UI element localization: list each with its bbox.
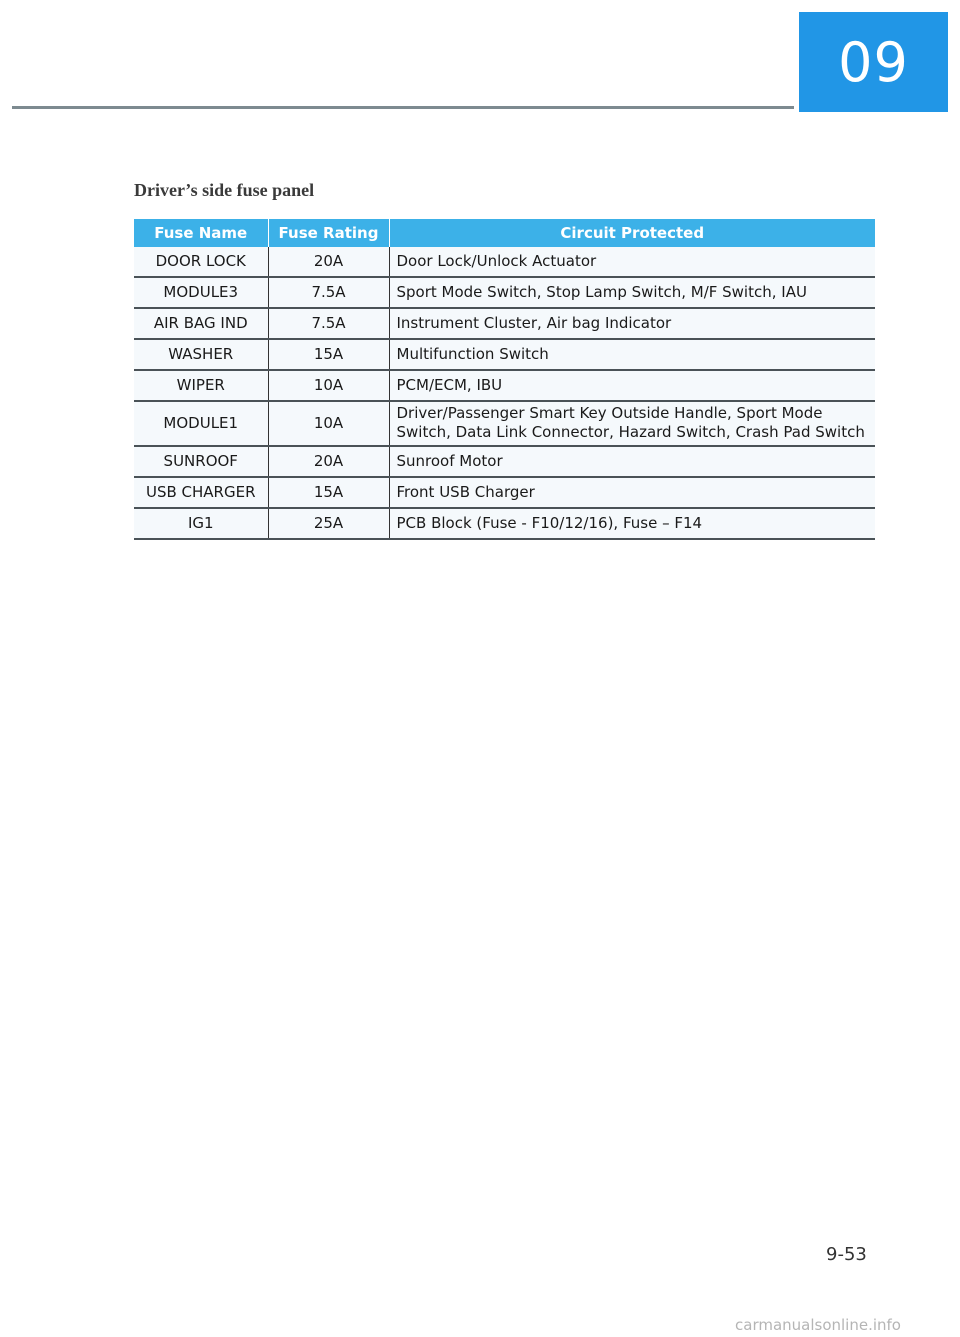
- fuse-rating-cell: 7.5A: [268, 308, 389, 339]
- fuse-name-cell: SUNROOF: [134, 446, 268, 477]
- table-row: [134, 277, 875, 308]
- table-row: [134, 247, 875, 277]
- fuse-rating-cell: 15A: [268, 477, 389, 508]
- header-fuse-rating: Fuse Rating: [268, 219, 389, 247]
- page-number: 9-53: [826, 1244, 867, 1265]
- fuse-name-cell: DOOR LOCK: [134, 247, 268, 277]
- header-circuit-protected: Circuit Protected: [389, 219, 875, 247]
- table-row: [134, 339, 875, 370]
- chapter-number: 09: [838, 30, 909, 94]
- section-title: Driver’s side fuse panel: [134, 180, 315, 200]
- table-row: [134, 508, 875, 539]
- fuse-rating-cell: 7.5A: [268, 277, 389, 308]
- table-row: [134, 446, 875, 477]
- fuse-name-cell: MODULE3: [134, 277, 268, 308]
- fuse-name-cell: IG1: [134, 508, 268, 539]
- chapter-tab: [799, 12, 948, 112]
- fuse-rating-cell: 20A: [268, 446, 389, 477]
- circuit-cell: Sport Mode Switch, Stop Lamp Switch, M/F Switch, IAU: [389, 277, 875, 308]
- fuse-name-cell: WASHER: [134, 339, 268, 370]
- circuit-cell: Multifunction Switch: [389, 339, 875, 370]
- fuse-name-cell: WIPER: [134, 370, 268, 401]
- header-fuse-name: Fuse Name: [134, 219, 268, 247]
- circuit-cell: Front USB Charger: [389, 477, 875, 508]
- circuit-cell: PCM/ECM, IBU: [389, 370, 875, 401]
- fuse-table: [134, 219, 875, 540]
- header-rule: [12, 106, 794, 109]
- fuse-name-cell: USB CHARGER: [134, 477, 268, 508]
- table-row: [134, 477, 875, 508]
- watermark: carmanualsonline.info: [735, 1316, 901, 1334]
- fuse-rating-cell: 15A: [268, 339, 389, 370]
- circuit-cell: Sunroof Motor: [389, 446, 875, 477]
- fuse-rating-cell: 20A: [268, 247, 389, 277]
- table-row: [134, 401, 875, 446]
- table-row: [134, 370, 875, 401]
- fuse-rating-cell: 10A: [268, 401, 389, 446]
- circuit-cell: Instrument Cluster, Air bag Indicator: [389, 308, 875, 339]
- fuse-name-cell: AIR BAG IND: [134, 308, 268, 339]
- fuse-rating-cell: 25A: [268, 508, 389, 539]
- circuit-cell: Door Lock/Unlock Actuator: [389, 247, 875, 277]
- fuse-rating-cell: 10A: [268, 370, 389, 401]
- circuit-cell: PCB Block (Fuse - F10/12/16), Fuse – F14: [389, 508, 875, 539]
- circuit-cell: Driver/Passenger Smart Key Outside Handle, Sport Mode Switch, Data Link Connector, Hazard Switch, Crash Pad Switch: [389, 401, 875, 446]
- table-header-row: [134, 219, 875, 247]
- table-row: [134, 308, 875, 339]
- fuse-name-cell: MODULE1: [134, 401, 268, 446]
